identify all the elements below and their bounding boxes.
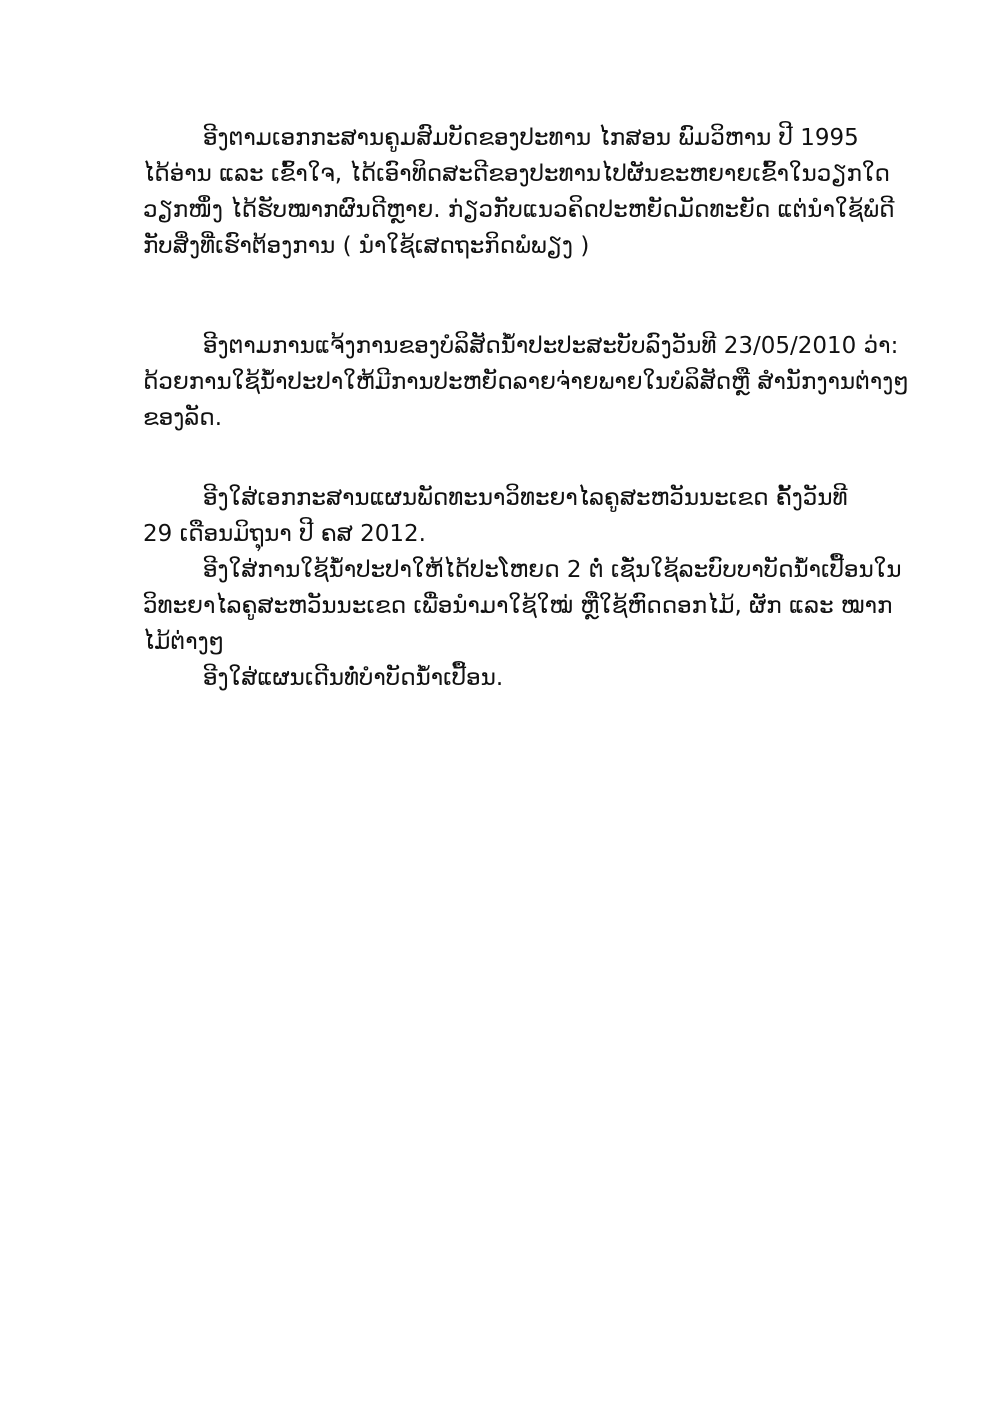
paragraph-1-line-1: ອີງຕາມເອກກະສານຄູມສົມບັດຂອງປະທານ ໄກສອນ ພົມວິຫານ ປີ 1995 — [203, 125, 859, 151]
paragraph-1-line-2: ໄດ້ອ່ານ ແລະ ເຂົ້າໃຈ, ໄດ້ເອົາທິດສະດີຂອງປະທານໄປຜັນຂະຫຍາຍເຂົ້າໃນວຽກໃດ — [143, 161, 890, 187]
paragraph-4-line-2: ວິທະຍາໄລຄູສະຫວັນນະເຂດ ເພື່ອນໍາມາໃຊ້ໃໝ່ ຫຼືໃຊ້ຫົດດອກໄມ້, ຜັກ ແລະ ໝາກ — [143, 593, 893, 619]
paragraph-4 — [143, 552, 903, 660]
paragraph-2-line-1: ອີງຕາມການແຈ້ງການຂອງບໍລິສັດນໍ້າປະປະສະບັບລົງວັນທີ 23/05/2010 ວ່າ: — [203, 333, 899, 359]
paragraph-2 — [143, 328, 909, 436]
paragraph-3 — [143, 480, 903, 552]
paragraph-5-line-1: ອີງໃສ່ແຜນເດີນທໍ່ບໍາບັດນໍ້າເປື້ອນ. — [203, 665, 504, 691]
paragraph-4-line-1: ອີງໃສ່ການໃຊ້ນໍ້າປະປາໃຫ້ໄດ້ປະໂຫຍດ 2 ຕໍ່ ເຊັ່ນໃຊ້ລະບົບບາບັດນໍ້າເປື້ອນໃນ — [203, 557, 902, 583]
paragraph-3-line-1: ອີງໃສ່ເອກກະສານແຜນພັດທະນາວິທະຍາໄລຄູສະຫວັນນະເຂດ ຄັ້ງວັນທີ — [203, 485, 848, 511]
paragraph-2-line-3: ຂອງລັດ. — [143, 405, 223, 431]
paragraph-5 — [143, 660, 903, 696]
paragraph-2-line-2: ດ້ວຍການໃຊ້ນໍ້າປະປາໃຫ້ມີການປະຫຍັດລາຍຈ່າຍພາຍໃນບໍລິສັດຫຼື ສໍານັກງານຕ່າງໆ — [143, 369, 909, 395]
paragraph-1-line-3: ວຽກໜຶ່ງ ໄດ້ຮັບໝາກຜົນດີຫຼາຍ. ກ່ຽວກັບແນວຄິດປະຫຍັດມັດທະຍັດ ແຕ່ນໍາໃຊ້ພໍດີ — [143, 197, 895, 223]
paragraph-4-line-3: ໄມ້ຕ່າງໆ — [143, 629, 225, 655]
document-body — [143, 120, 909, 696]
paragraph-1 — [143, 120, 903, 264]
paragraph-3-line-2: 29 ເດືອນມິຖຸນາ ປີ ຄສ 2012. — [143, 521, 426, 547]
paragraph-1-line-4: ກັບສິ່ງທີ່ເຮົາຕ້ອງການ ( ນໍາໃຊ້ເສດຖະກິດພໍພຽງ ) — [143, 233, 590, 259]
